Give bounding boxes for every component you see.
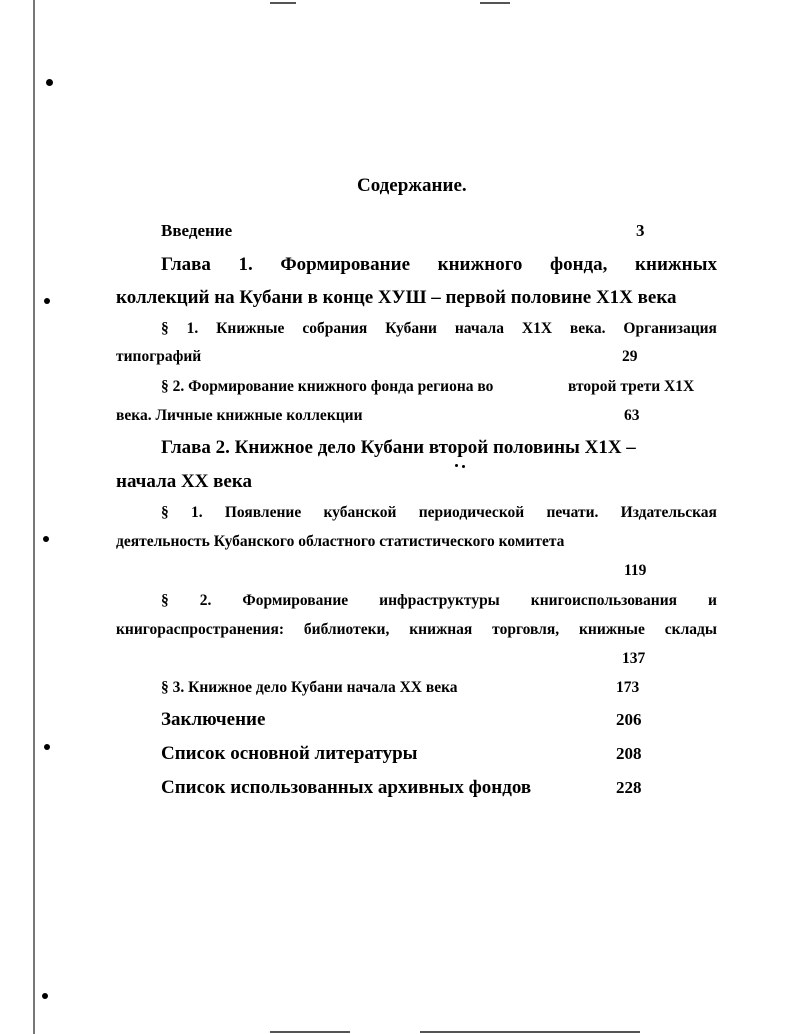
scan-edge-mark xyxy=(270,2,296,4)
word: периодической xyxy=(418,504,525,521)
word: Появление xyxy=(224,504,302,521)
word: § xyxy=(161,504,169,521)
toc-section-2-2-page: 137 xyxy=(622,650,646,667)
toc-section-2-1-page: 119 xyxy=(624,562,647,579)
toc-section-1-2-line2: века. Личные книжные коллекции xyxy=(116,407,363,424)
scan-speck xyxy=(44,298,50,304)
word: 1. xyxy=(190,504,203,521)
word: фонда, xyxy=(549,254,608,275)
word: 1. xyxy=(186,320,199,337)
toc-section-1-2-line1: § 2. Формирование книжного фонда региона во xyxy=(161,378,494,395)
toc-section-2-1-line2: деятельность Кубанского областного статистического комитета xyxy=(116,533,565,550)
toc-archives-page: 228 xyxy=(616,778,642,797)
toc-literature-page: 208 xyxy=(616,744,642,763)
word: § xyxy=(161,592,169,609)
word: склады xyxy=(664,621,717,638)
toc-conclusion-label: Заключение xyxy=(161,709,266,730)
scan-edge-mark xyxy=(270,1031,350,1033)
word: века. xyxy=(569,320,606,337)
toc-section-1-2-line1-tail: второй трети Х1Х xyxy=(568,378,695,395)
word: книжные xyxy=(578,621,645,638)
word: Глава xyxy=(161,254,211,275)
toc-intro-label: Введение xyxy=(161,221,233,240)
scan-speck xyxy=(462,465,465,468)
word: библиотеки, xyxy=(303,621,390,638)
toc-chapter1-line2: коллекций на Кубани в конце ХУШ – первой половине Х1Х века xyxy=(116,287,677,308)
toc-intro-page: 3 xyxy=(636,221,645,240)
toc-section-1-2-page: 63 xyxy=(624,407,640,424)
word: книжная xyxy=(409,621,473,638)
word: книгоиспользования xyxy=(530,592,678,609)
scan-speck xyxy=(43,536,49,542)
word: 1. xyxy=(238,254,253,275)
word: книжного xyxy=(437,254,523,275)
word: книжных xyxy=(635,254,717,275)
toc-chapter1-line1 xyxy=(161,254,717,276)
word: печати. xyxy=(546,504,599,521)
toc-section-2-3-label: § 3. Книжное дело Кубани начала ХХ века xyxy=(161,679,458,696)
word: Книжные xyxy=(216,320,285,337)
word: Организация xyxy=(623,320,717,337)
toc-section-2-2-line1 xyxy=(161,592,717,610)
toc-section-1-1-page: 29 xyxy=(622,348,638,365)
scan-speck xyxy=(44,744,50,750)
toc-section-2-2-line2 xyxy=(116,621,717,639)
word: кубанской xyxy=(323,504,397,521)
word: Формирование xyxy=(280,254,411,275)
scan-margin-line xyxy=(33,0,35,1034)
word: собрания xyxy=(302,320,368,337)
toc-conclusion-page: 206 xyxy=(616,710,642,729)
scan-edge-mark xyxy=(420,1031,640,1033)
word: Х1Х xyxy=(521,320,553,337)
toc-section-2-3-page: 173 xyxy=(616,679,640,696)
toc-chapter2-line1: Глава 2. Книжное дело Кубани второй половины Х1Х – xyxy=(161,437,636,458)
word: инфраструктуры xyxy=(379,592,500,609)
toc-section-1-1-line2: типографий xyxy=(116,348,202,365)
toc-section-2-1-line1 xyxy=(161,504,717,522)
word: 2. xyxy=(199,592,212,609)
word: § xyxy=(161,320,169,337)
scan-speck xyxy=(46,79,53,86)
word: Формирование xyxy=(242,592,349,609)
word: книгораспространения: xyxy=(116,621,285,638)
toc-literature-label: Список основной литературы xyxy=(161,743,418,764)
word: торговля, xyxy=(492,621,560,638)
scan-speck xyxy=(455,464,458,467)
toc-archives-label: Список использованных архивных фондов xyxy=(161,777,532,798)
scan-edge-mark xyxy=(480,2,510,4)
page-title: Содержание. xyxy=(357,175,467,196)
word: начала xyxy=(454,320,504,337)
word: Кубани xyxy=(385,320,437,337)
scan-speck xyxy=(42,993,48,999)
toc-section-1-1-line1 xyxy=(161,320,717,338)
toc-chapter2-line2: начала ХХ века xyxy=(116,471,253,492)
word: и xyxy=(708,592,717,609)
word: Издательская xyxy=(620,504,717,521)
